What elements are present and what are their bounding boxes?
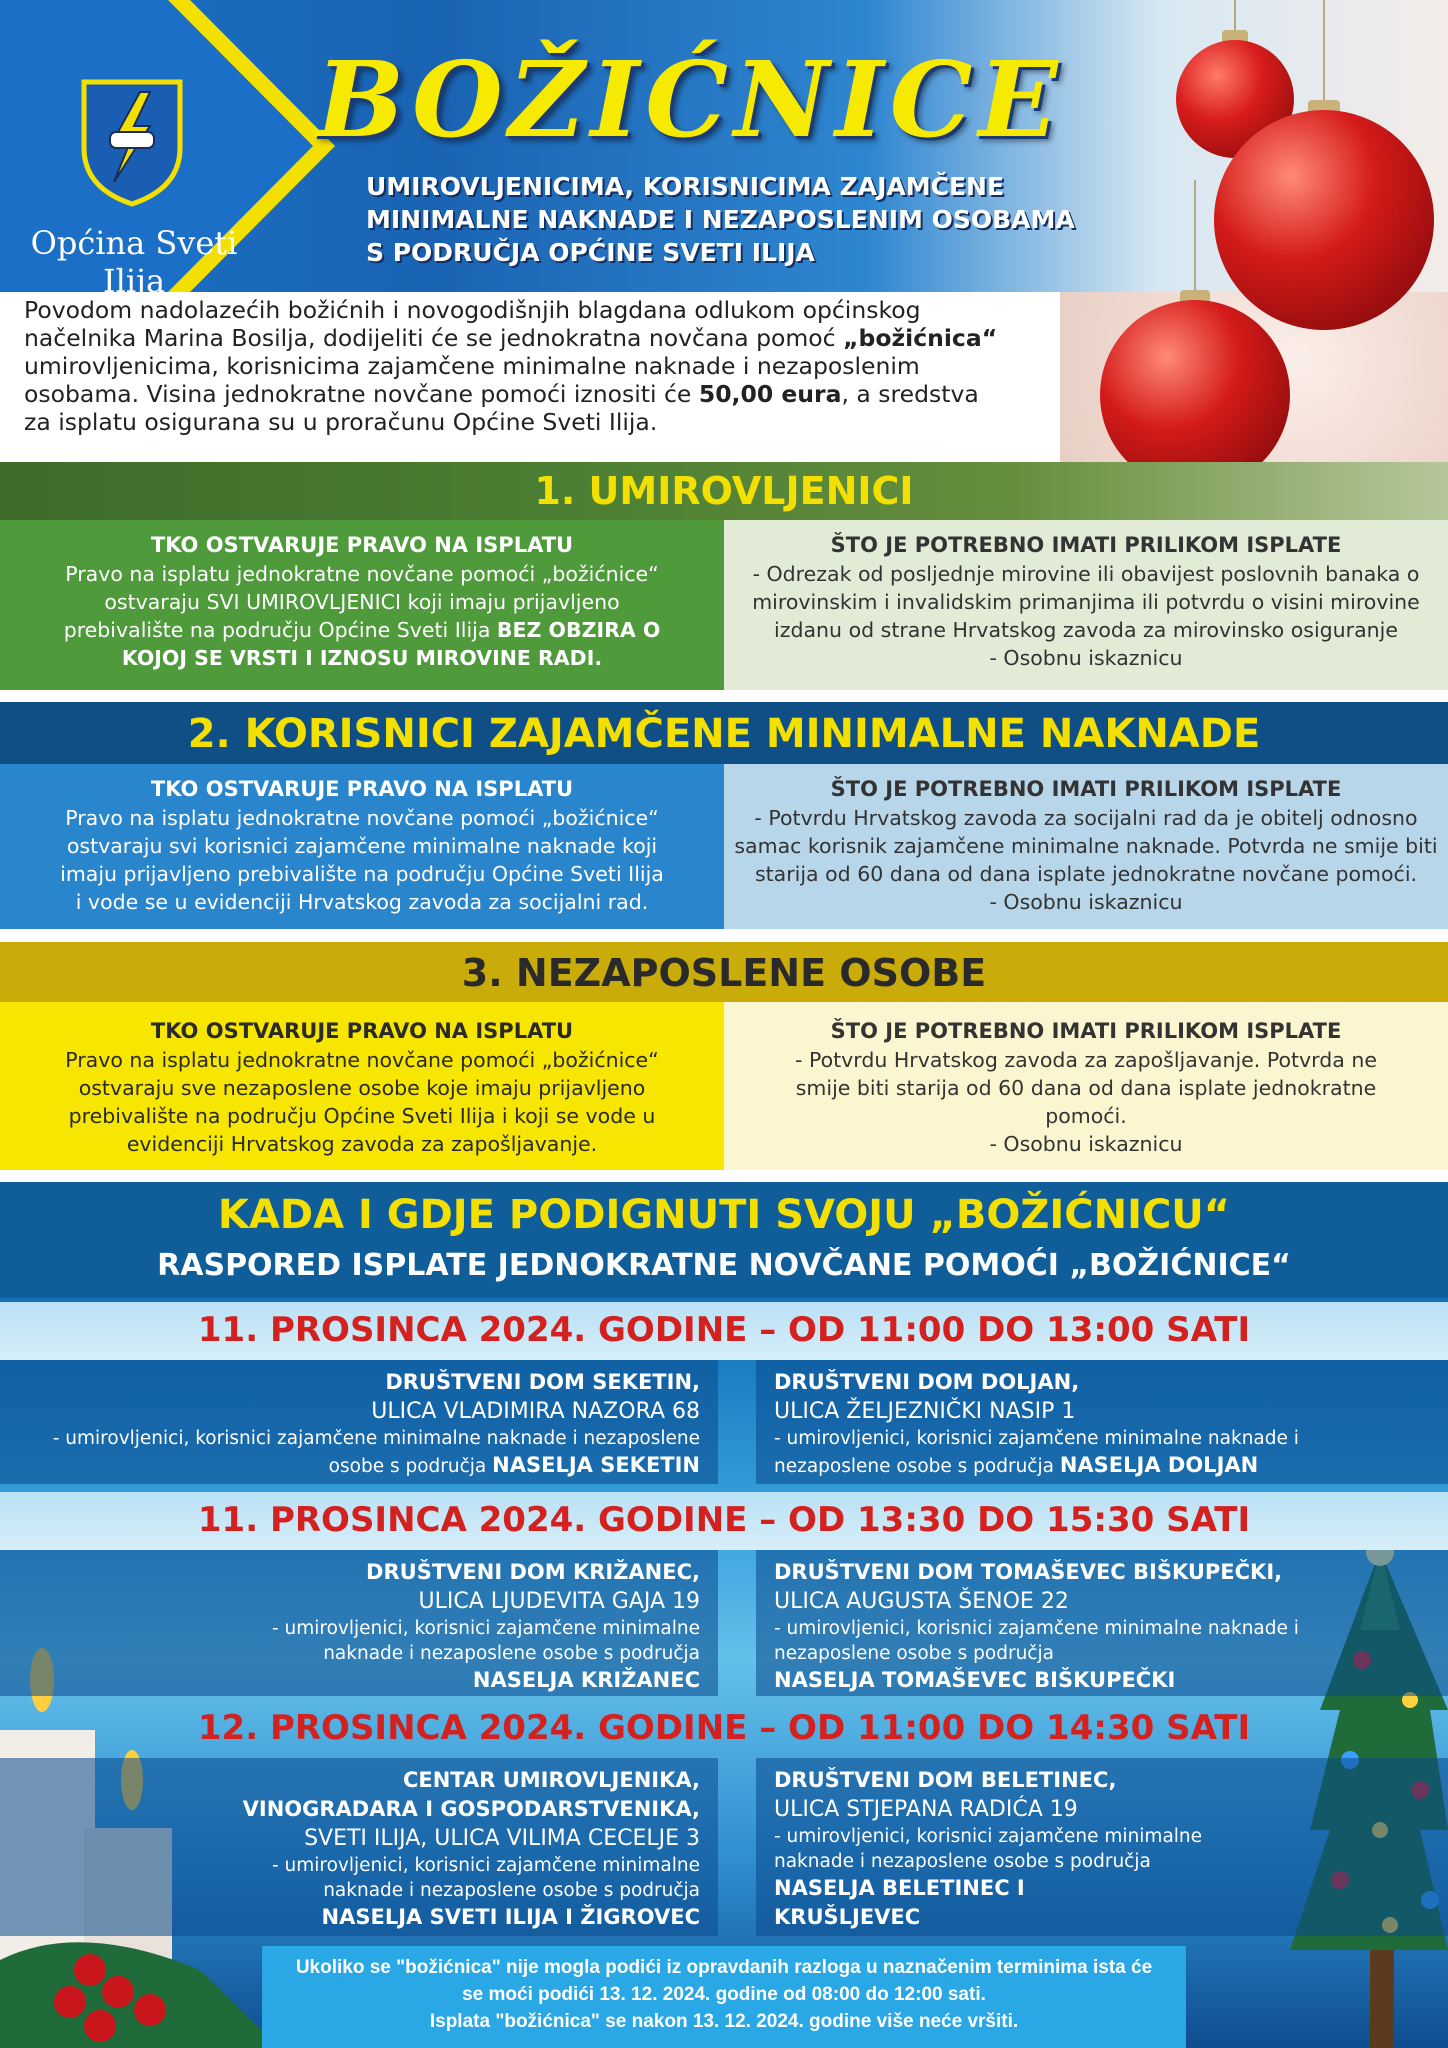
venue-card bbox=[0, 1758, 718, 1936]
section-title-pensioners: 1. UMIROVLJENICI bbox=[0, 462, 1448, 520]
section-title-unemployed: 3. NEZAPOSLENE OSOBE bbox=[0, 942, 1448, 1002]
venue-name: DRUŠTVENI DOM KRIŽANEC, bbox=[366, 1560, 700, 1584]
eligibility-line: i vode se u evidenciji Hrvatskog zavoda za socijalni rad. bbox=[75, 890, 649, 914]
venue-description: nezaposlene osobe s područja bbox=[774, 1643, 1054, 1664]
intro-text: , a sredstva bbox=[841, 380, 979, 408]
eligibility-line: prebivalište na području Općine Sveti Ilija i koji se vode u bbox=[68, 1104, 656, 1128]
venue-name: CENTAR UMIROVLJENIKA, bbox=[402, 1768, 700, 1792]
venue-description: - umirovljenici, korisnici zajamčene minimalne naknade i bbox=[774, 1618, 1299, 1639]
venue-address: ULICA AUGUSTA ŠENOE 22 bbox=[774, 1589, 1069, 1614]
note-line: Isplata "božićnica" se nakon 13. 12. 2024. godine više neće vršiti. bbox=[429, 2011, 1019, 2032]
eligibility-line: evidenciji Hrvatskog zavoda za zapošljavanje. bbox=[126, 1132, 598, 1156]
venue-settlement: NASELJA SVETI ILIJA I ŽIGROVEC bbox=[321, 1905, 700, 1929]
eligibility-text: prebivalište na području Općine Sveti Ilija bbox=[63, 618, 497, 642]
slot-title: 11. PROSINCA 2024. GODINE – OD 11:00 DO 13:00 SATI bbox=[197, 1310, 1251, 1350]
venue-settlement: NASELJA DOLJAN bbox=[1059, 1453, 1259, 1477]
venue-description: - umirovljenici, korisnici zajamčene minimalne bbox=[774, 1826, 1203, 1847]
eligibility-line: Pravo na isplatu jednokratne novčane pomoći „božićnice“ bbox=[65, 1048, 659, 1072]
venue-name: DRUŠTVENI DOM DOLJAN, bbox=[774, 1370, 1080, 1394]
eligibility-line: Pravo na isplatu jednokratne novčane pomoći „božićnice“ bbox=[65, 806, 659, 830]
eligibility-line: imaju prijavljeno prebivalište na području Općine Sveti Ilija bbox=[60, 862, 664, 886]
venue-address: ULICA LJUDEVITA GAJA 19 bbox=[418, 1589, 700, 1614]
venue-name: VINOGRADARA I GOSPODARSTVENIKA, bbox=[242, 1797, 700, 1821]
section-requirements bbox=[724, 764, 1448, 929]
schedule-subtitle: RASPORED ISPLATE JEDNOKRATNE NOVČANE POMOĆI „BOŽIĆNICE“ bbox=[157, 1248, 1291, 1283]
eligibility-line: ostvaraju SVI UMIROVLJENICI koji imaju prijavljeno bbox=[104, 590, 620, 614]
eligibility-title: TKO OSTVARUJE PRAVO NA ISPLATU bbox=[150, 533, 574, 557]
venue-address: ULICA ŽELJEZNIČKI NASIP 1 bbox=[774, 1399, 1076, 1424]
requirements-line: - Osobnu iskaznicu bbox=[989, 890, 1183, 914]
requirements-line: samac korisnik zajamčene minimalne naknade. Potvrda ne smije biti bbox=[734, 834, 1438, 858]
venue-description bbox=[18, 1451, 700, 1480]
venue-card bbox=[756, 1550, 1448, 1696]
intro-line bbox=[24, 324, 1044, 352]
section-eligibility bbox=[0, 1002, 724, 1170]
requirements-title: ŠTO JE POTREBNO IMATI PRILIKOM ISPLATE bbox=[830, 533, 1342, 557]
subtitle bbox=[366, 170, 1126, 269]
eligibility-title: TKO OSTVARUJE PRAVO NA ISPLATU bbox=[150, 777, 574, 801]
municipality-name: Općina Sveti Ilija bbox=[30, 224, 238, 300]
venue-description: naknade i nezaposlene osobe s područja bbox=[774, 1851, 1151, 1872]
amount-highlight: 50,00 eura bbox=[698, 380, 842, 408]
requirements-line: - Potvrdu Hrvatskog zavoda za socijalni rad da je obitelj odnosno bbox=[754, 806, 1418, 830]
requirements-line: pomoći. bbox=[1045, 1104, 1127, 1128]
venue-address: SVETI ILIJA, ULICA VILIMA CECELJE 3 bbox=[304, 1826, 700, 1851]
requirements-line: - Osobnu iskaznicu bbox=[989, 1132, 1183, 1156]
intro-line: umirovljenicima, korisnicima zajamčene minimalne naknade i nezaposlenim bbox=[24, 352, 920, 380]
subtitle-line: MINIMALNE NAKNADE I NEZAPOSLENIM OSOBAMA bbox=[366, 205, 1075, 234]
requirements-line: - Osobnu iskaznicu bbox=[989, 646, 1183, 670]
subtitle-line: S PODRUČJA OPĆINE SVETI ILIJA bbox=[366, 238, 815, 267]
coat-of-arms-icon bbox=[80, 78, 184, 208]
venue-name: DRUŠTVENI DOM TOMAŠEVEC BIŠKUPEČKI, bbox=[774, 1560, 1283, 1584]
note-line: se moći podići 13. 12. 2024. godine od 08:00 do 12:00 sati. bbox=[462, 1984, 986, 2005]
requirements-line: izdanu od strane Hrvatskog zavoda za mirovinsko osiguranje bbox=[774, 618, 1398, 642]
subtitle-line: UMIROVLJENICIMA, KORISNICIMA ZAJAMČENE bbox=[366, 172, 1005, 201]
venue-settlement: NASELJA SEKETIN bbox=[492, 1453, 700, 1477]
venue-settlement: NASELJA KRIŽANEC bbox=[472, 1668, 700, 1692]
schedule-title: KADA I GDJE PODIGNUTI SVOJU „BOŽIĆNICU“ bbox=[217, 1192, 1231, 1238]
venue-description: - umirovljenici, korisnici zajamčene minimalne bbox=[271, 1855, 700, 1876]
venue-description: naknade i nezaposlene osobe s područja bbox=[323, 1643, 700, 1664]
venue-description-text: osobe s područja bbox=[328, 1456, 493, 1477]
requirements-line: - Odrezak od posljednje mirovine ili obavijest poslovnih banaka o bbox=[752, 562, 1420, 586]
slot-title: 11. PROSINCA 2024. GODINE – OD 13:30 DO 15:30 SATI bbox=[197, 1500, 1251, 1540]
requirements-title: ŠTO JE POTREBNO IMATI PRILIKOM ISPLATE bbox=[830, 1019, 1342, 1043]
eligibility-line: ostvaraju sve nezaposlene osobe koje imaju prijavljeno bbox=[78, 1076, 646, 1100]
venue-settlement: KRUŠLJEVEC bbox=[774, 1905, 921, 1929]
venue-settlement: NASELJA TOMAŠEVEC BIŠKUPEČKI bbox=[774, 1668, 1176, 1692]
note-line: Ukoliko se "božićnica" nije mogla podići iz opravdanih razloga u naznačenim terminima ista će bbox=[295, 1957, 1153, 1978]
requirements-title: ŠTO JE POTREBNO IMATI PRILIKOM ISPLATE bbox=[830, 777, 1342, 801]
venue-card bbox=[0, 1550, 718, 1696]
section-eligibility bbox=[0, 764, 724, 929]
intro-text: osobama. Visina jednokratne novčane pomoći iznositi će bbox=[24, 380, 699, 408]
venue-card bbox=[0, 1360, 718, 1484]
intro-line: Povodom nadolazećih božićnih i novogodišnjih blagdana odlukom općinskog bbox=[24, 296, 921, 324]
late-pickup-note bbox=[262, 1946, 1186, 2048]
requirements-line: smije biti starija od 60 dana od dana isplate jednokratne bbox=[795, 1076, 1377, 1100]
eligibility-line: ostvaraju svi korisnici zajamčene minimalne naknade koji bbox=[66, 834, 658, 858]
section-requirements bbox=[724, 520, 1448, 690]
intro-highlight: „božićnica“ bbox=[843, 324, 998, 352]
eligibility-emphasis: BEZ OBZIRA O bbox=[496, 618, 661, 642]
intro-paragraph bbox=[24, 296, 1044, 436]
section-eligibility bbox=[0, 520, 724, 690]
intro-text: načelnika Marina Bosilja, dodijeliti će se jednokratna novčana pomoć bbox=[24, 324, 844, 352]
venue-description bbox=[774, 1451, 1430, 1480]
requirements-line: mirovinskim i invalidskim primanjima ili potvrdu o visini mirovine bbox=[752, 590, 1420, 614]
venue-address: ULICA VLADIMIRA NAZORA 68 bbox=[371, 1399, 700, 1424]
eligibility-emphasis: KOJOJ SE VRSTI I IZNOSU MIROVINE RADI. bbox=[121, 646, 603, 670]
venue-name: DRUŠTVENI DOM SEKETIN, bbox=[385, 1370, 700, 1394]
section-title-minimum-benefit: 2. KORISNICI ZAJAMČENE MINIMALNE NAKNADE bbox=[0, 702, 1448, 764]
intro-line bbox=[24, 380, 1044, 408]
venue-address: ULICA STJEPANA RADIĆA 19 bbox=[774, 1797, 1078, 1822]
venue-description: - umirovljenici, korisnici zajamčene minimalne naknade i nezaposlene bbox=[52, 1428, 700, 1449]
requirements-line: starija od 60 dana od dana isplate jednokratne novčane pomoći. bbox=[754, 862, 1418, 886]
eligibility-line bbox=[0, 616, 724, 644]
ornament-string bbox=[1194, 180, 1196, 304]
venue-card bbox=[756, 1758, 1448, 1936]
section-requirements bbox=[724, 1002, 1448, 1170]
venue-description: - umirovljenici, korisnici zajamčene minimalne naknade i bbox=[774, 1428, 1299, 1449]
venue-description-text: nezaposlene osobe s područja bbox=[774, 1456, 1060, 1477]
slot-title: 12. PROSINCA 2024. GODINE – OD 11:00 DO 14:30 SATI bbox=[197, 1708, 1251, 1748]
venue-card bbox=[756, 1360, 1448, 1484]
venue-name: DRUŠTVENI DOM BELETINEC, bbox=[774, 1768, 1117, 1792]
christmas-ornament-icon bbox=[1214, 110, 1434, 330]
venue-settlement: NASELJA BELETINEC I bbox=[774, 1876, 1025, 1900]
venue-description: - umirovljenici, korisnici zajamčene minimalne bbox=[271, 1618, 700, 1639]
venue-description: naknade i nezaposlene osobe s područja bbox=[323, 1880, 700, 1901]
eligibility-line: Pravo na isplatu jednokratne novčane pomoći „božićnice“ bbox=[65, 562, 659, 586]
intro-line: za isplatu osigurana su u proračunu Općine Sveti Ilija. bbox=[24, 408, 658, 436]
requirements-line: - Potvrdu Hrvatskog zavoda za zapošljavanje. Potvrda ne bbox=[795, 1048, 1377, 1072]
eligibility-title: TKO OSTVARUJE PRAVO NA ISPLATU bbox=[150, 1019, 574, 1043]
ornament-string bbox=[1323, 0, 1325, 114]
main-title: BOŽIĆNICE bbox=[316, 38, 1064, 161]
